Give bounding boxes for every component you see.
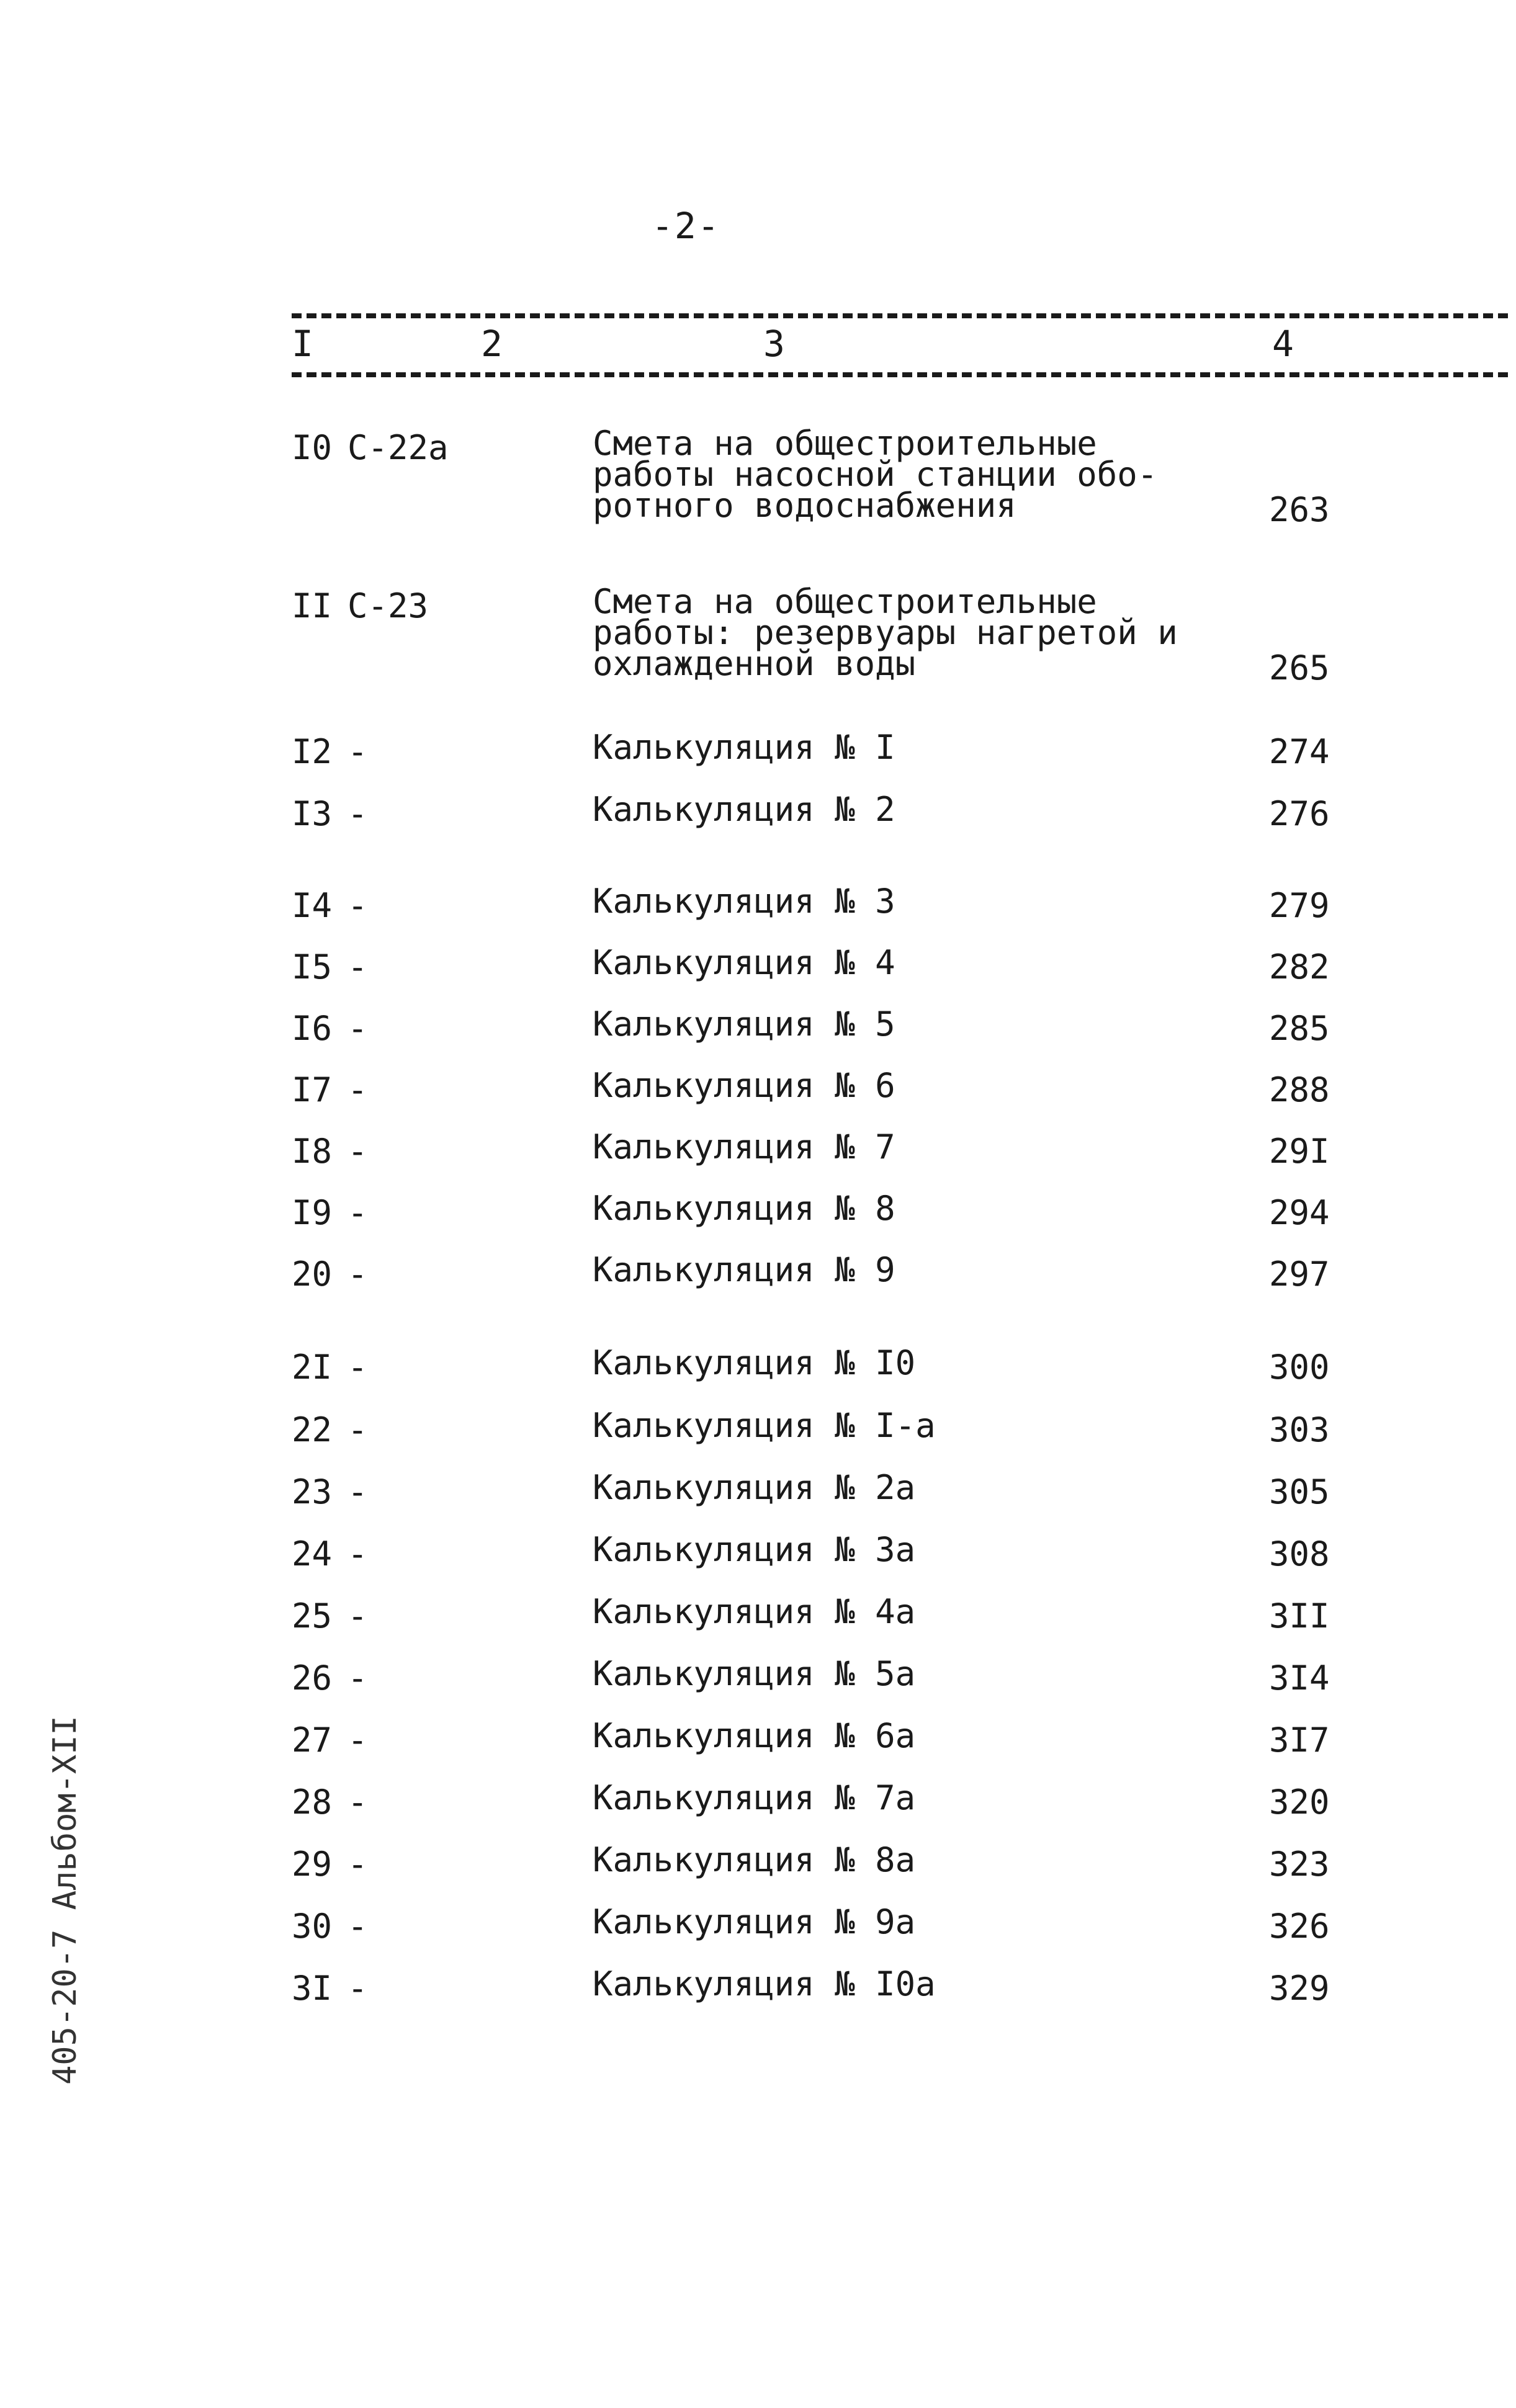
row-description: Калькуляция № I0а — [593, 1964, 936, 2003]
row-code: - — [348, 886, 368, 925]
row-code: - — [348, 1783, 368, 1822]
column-header-1: I — [292, 323, 313, 365]
row-code: - — [348, 1658, 368, 1698]
row-number: 30 — [292, 1907, 333, 1946]
row-page: 294 — [1269, 1193, 1330, 1232]
row-number: 27 — [292, 1721, 333, 1760]
row-number: 23 — [292, 1472, 333, 1511]
row-page: 285 — [1269, 1009, 1330, 1048]
row-code: - — [348, 1534, 368, 1573]
row-code: - — [348, 1845, 368, 1884]
row-page: 3II — [1269, 1596, 1330, 1636]
row-description: Калькуляция № I0 — [593, 1343, 916, 1382]
row-number: I2 — [292, 732, 333, 771]
row-number: I0 — [292, 428, 333, 467]
row-page: 323 — [1269, 1845, 1330, 1884]
row-description: Калькуляция № 4 — [593, 943, 895, 982]
header-bottom-dashed-rule — [292, 372, 1508, 377]
row-description: Смета на общестроительные работы насосной станции обо- ротного водоснабжения — [593, 424, 1158, 525]
row-page: 263 — [1269, 490, 1330, 529]
row-code: - — [348, 1255, 368, 1294]
row-page: 297 — [1269, 1255, 1330, 1294]
column-header-3: 3 — [763, 323, 785, 365]
row-description: Калькуляция № 4а — [593, 1592, 916, 1631]
row-code: - — [348, 794, 368, 833]
row-code: - — [348, 1410, 368, 1449]
row-description: Калькуляция № 2 — [593, 790, 895, 829]
row-code: - — [348, 1193, 368, 1232]
row-code: - — [348, 1070, 368, 1109]
row-number: 29 — [292, 1845, 333, 1884]
row-description: Калькуляция № I — [593, 728, 895, 767]
row-page: 282 — [1269, 947, 1330, 987]
row-number: 25 — [292, 1596, 333, 1636]
row-code: - — [348, 1348, 368, 1387]
row-number: I3 — [292, 794, 333, 833]
row-page: 3I4 — [1269, 1658, 1330, 1698]
page-number: -2- — [652, 205, 720, 247]
row-page: 320 — [1269, 1783, 1330, 1822]
row-number: I6 — [292, 1009, 333, 1048]
row-page: 29I — [1269, 1132, 1330, 1171]
row-code: - — [348, 732, 368, 771]
row-number: I8 — [292, 1132, 333, 1171]
row-code: С-23 — [348, 586, 429, 625]
row-page: 326 — [1269, 1907, 1330, 1946]
row-description: Калькуляция № 6 — [593, 1066, 895, 1105]
row-number: 3I — [292, 1969, 333, 2008]
row-page: 300 — [1269, 1348, 1330, 1387]
row-page: 274 — [1269, 732, 1330, 771]
row-description: Калькуляция № 9 — [593, 1250, 895, 1289]
row-page: 329 — [1269, 1969, 1330, 2008]
row-description: Калькуляция № 9а — [593, 1902, 916, 1941]
row-description: Калькуляция № 5 — [593, 1005, 895, 1044]
row-page: 305 — [1269, 1472, 1330, 1511]
row-number: I9 — [292, 1193, 333, 1232]
row-code: - — [348, 1596, 368, 1636]
row-page: 288 — [1269, 1070, 1330, 1109]
row-code: - — [348, 1009, 368, 1048]
row-page: 308 — [1269, 1534, 1330, 1573]
row-description: Калькуляция № 7а — [593, 1778, 916, 1817]
row-code: - — [348, 1132, 368, 1171]
row-description: Калькуляция № 7 — [593, 1127, 895, 1166]
margin-document-code: 405-20-7 Альбом-XII — [47, 1716, 84, 2085]
row-description: Смета на общестроительные работы: резервуары нагретой и охлажденной воды — [593, 582, 1178, 683]
row-number: I5 — [292, 947, 333, 987]
row-number: I4 — [292, 886, 333, 925]
row-description: Калькуляция № 8а — [593, 1840, 916, 1879]
row-page: 279 — [1269, 886, 1330, 925]
column-header-4: 4 — [1272, 323, 1294, 365]
row-description: Калькуляция № 6а — [593, 1716, 916, 1755]
row-page: 303 — [1269, 1410, 1330, 1449]
row-number: II — [292, 586, 333, 625]
row-code: - — [348, 1721, 368, 1760]
row-number: 24 — [292, 1534, 333, 1573]
row-page: 3I7 — [1269, 1721, 1330, 1760]
row-description: Калькуляция № 5а — [593, 1654, 916, 1693]
row-description: Калькуляция № I-а — [593, 1406, 936, 1445]
row-code: - — [348, 1969, 368, 2008]
row-description: Калькуляция № 3 — [593, 882, 895, 921]
row-page: 265 — [1269, 648, 1330, 687]
row-description: Калькуляция № 8 — [593, 1189, 895, 1228]
row-description: Калькуляция № 2а — [593, 1468, 916, 1507]
row-number: 2I — [292, 1348, 333, 1387]
row-code: - — [348, 1907, 368, 1946]
row-page: 276 — [1269, 794, 1330, 833]
row-number: 26 — [292, 1658, 333, 1698]
row-number: 20 — [292, 1255, 333, 1294]
row-code: - — [348, 947, 368, 987]
row-code: - — [348, 1472, 368, 1511]
column-header-2: 2 — [481, 323, 503, 365]
row-description: Калькуляция № 3а — [593, 1530, 916, 1569]
row-code: С-22а — [348, 428, 449, 467]
row-number: 22 — [292, 1410, 333, 1449]
header-top-dashed-rule — [292, 313, 1508, 318]
row-number: 28 — [292, 1783, 333, 1822]
row-number: I7 — [292, 1070, 333, 1109]
